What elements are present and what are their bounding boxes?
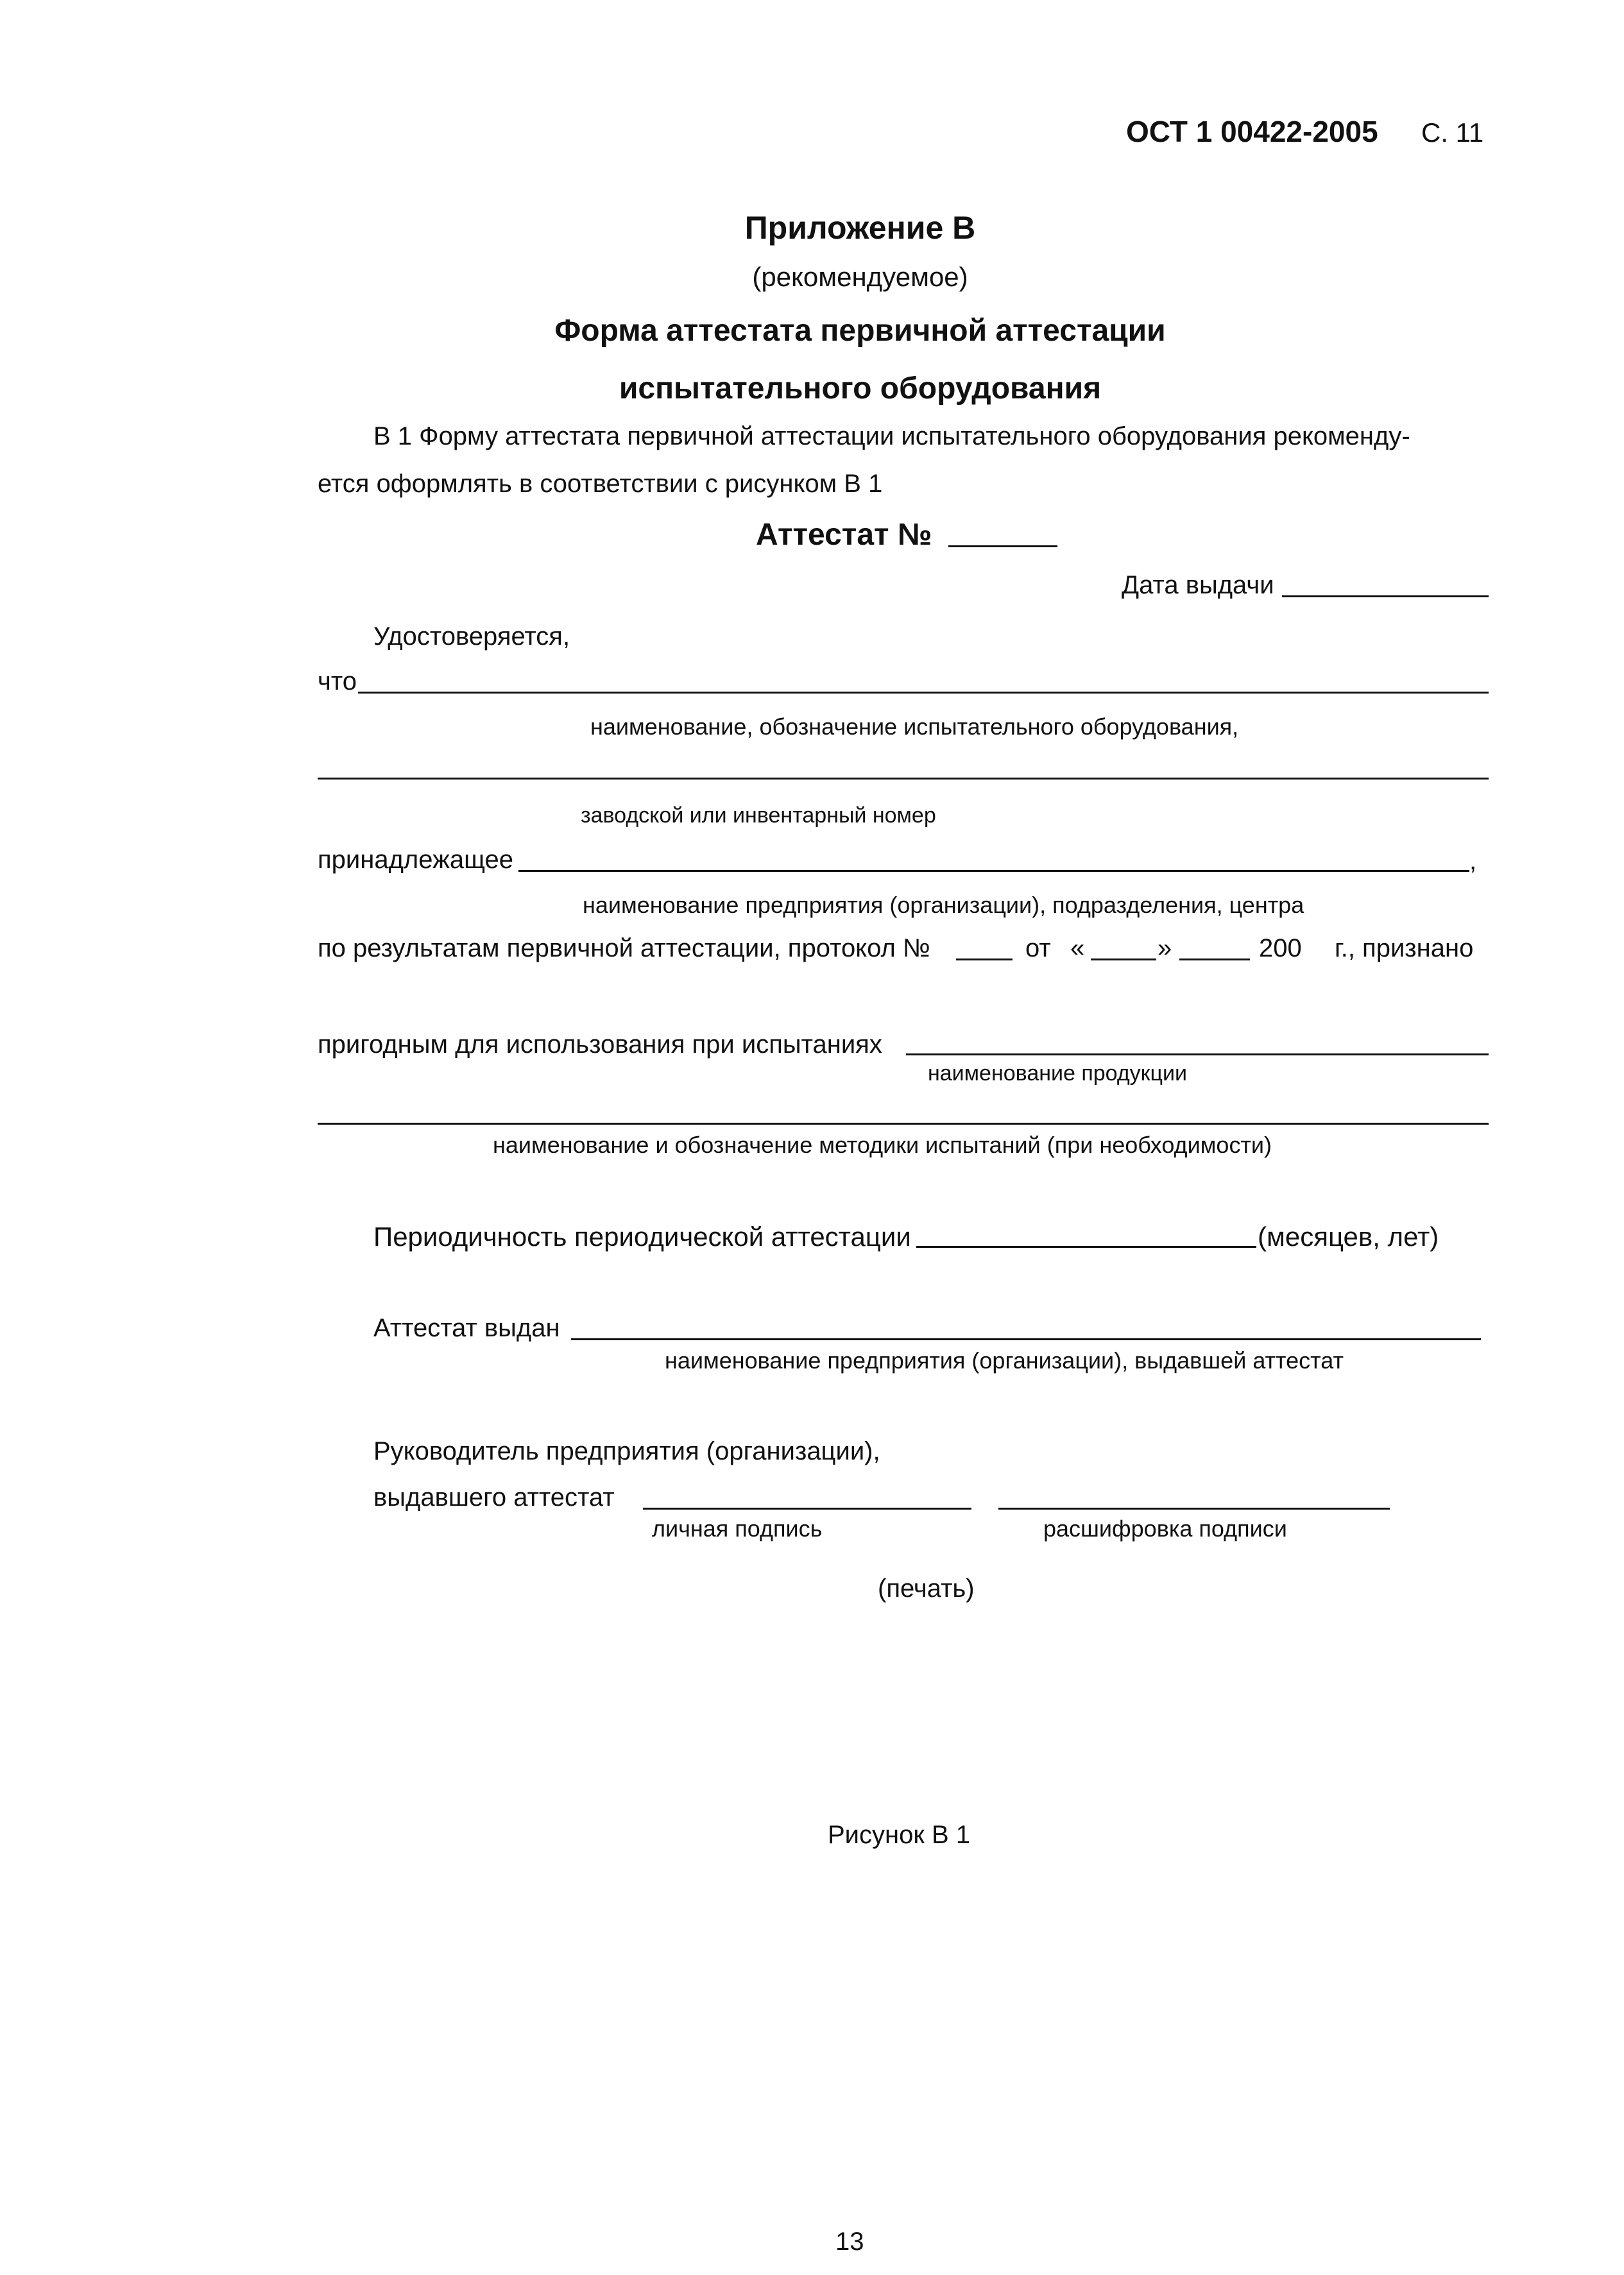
- enterprise-caption: наименование предприятия (организации), подразделения, центра: [583, 892, 1304, 918]
- page-number: 13: [835, 2228, 864, 2256]
- issuer-caption: наименование предприятия (организации), выдавшей аттестат: [665, 1347, 1344, 1374]
- appendix-heading-line2: испытательного оборудования: [619, 371, 1102, 405]
- appendix-status: (рекомендуемое): [752, 262, 968, 292]
- periodicity-units: (месяцев, лет): [1258, 1222, 1439, 1252]
- belongs-label: принадлежащее: [318, 846, 514, 874]
- appendix-heading-line1: Форма аттестата первичной аттестации: [554, 314, 1166, 348]
- signature-caption: личная подпись: [652, 1515, 823, 1542]
- intro-line2: ется оформлять в соответствии с рисунком В 1: [318, 470, 883, 498]
- equipment-name-caption: наименование, обозначение испытательного оборудования,: [590, 713, 1239, 740]
- protocol-number-field[interactable]: [956, 959, 1013, 960]
- page-reference: С. 11: [1421, 117, 1484, 148]
- periodicity-label: Периодичность периодической аттестации: [373, 1222, 911, 1252]
- serial-number-field[interactable]: [318, 778, 1489, 780]
- issue-date-label: Дата выдачи: [1122, 571, 1274, 599]
- signature-field[interactable]: [643, 1508, 971, 1510]
- method-field[interactable]: [318, 1123, 1489, 1125]
- appendix-title: Приложение В: [744, 210, 976, 246]
- owner-field[interactable]: [518, 870, 1469, 872]
- figure-caption: Рисунок В 1: [828, 1821, 971, 1849]
- issuer-field[interactable]: [571, 1338, 1481, 1340]
- periodicity-field[interactable]: [916, 1246, 1256, 1248]
- serial-number-caption: заводской или инвентарный номер: [581, 803, 936, 828]
- owner-comma: ,: [1469, 847, 1477, 875]
- equipment-name-field[interactable]: [358, 692, 1489, 694]
- results-suffix: г., признано: [1335, 934, 1474, 962]
- seal-placeholder: (печать): [878, 1574, 975, 1603]
- close-quote: »: [1158, 934, 1172, 962]
- head-line1: Руководитель предприятия (организации),: [373, 1437, 880, 1465]
- results-from: от: [1025, 934, 1051, 962]
- issue-date-field[interactable]: [1282, 595, 1489, 597]
- method-caption: наименование и обозначение методики испытаний (при необходимости): [493, 1132, 1272, 1158]
- open-quote: «: [1070, 934, 1085, 962]
- head-line2: выдавшего аттестат: [373, 1483, 615, 1512]
- results-prefix: по результатам первичной аттестации, протокол №: [318, 934, 930, 962]
- protocol-day-field[interactable]: [1091, 959, 1156, 960]
- that-label: что: [318, 667, 357, 695]
- standard-number: ОСТ 1 00422-2005: [1126, 115, 1378, 148]
- certifies-text: Удостоверяется,: [373, 622, 570, 651]
- year-prefix: 200: [1259, 934, 1302, 962]
- suitable-label: пригодным для использования при испытаниях: [318, 1030, 882, 1059]
- product-field[interactable]: [906, 1053, 1489, 1055]
- issued-by-label: Аттестат выдан: [373, 1314, 560, 1342]
- intro-line1: В 1 Форму аттестата первичной аттестации испытательного оборудования рекоменду-: [373, 422, 1410, 450]
- signature-decode-field[interactable]: [998, 1508, 1390, 1510]
- product-caption: наименование продукции: [928, 1061, 1188, 1086]
- certificate-number-field[interactable]: [948, 545, 1057, 547]
- certificate-title: Аттестат №: [756, 518, 932, 552]
- signature-decode-caption: расшифровка подписи: [1043, 1515, 1287, 1542]
- protocol-month-field[interactable]: [1179, 959, 1250, 960]
